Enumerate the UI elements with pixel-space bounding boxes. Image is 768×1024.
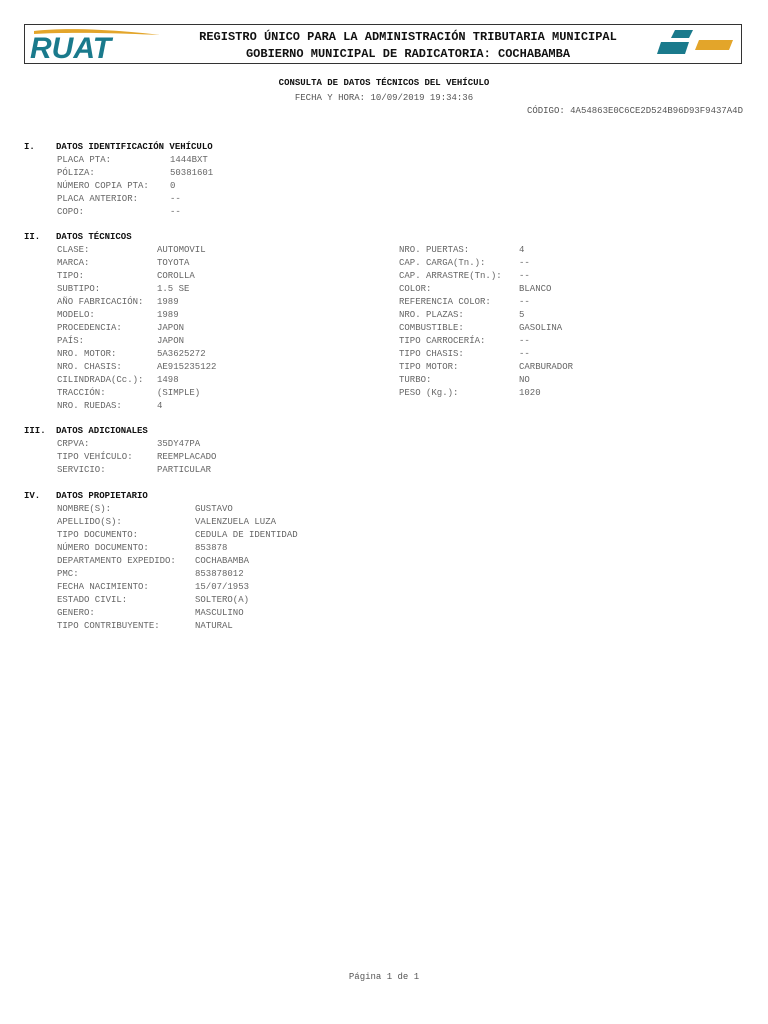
field-label: CRPVA:	[57, 439, 90, 449]
field-label: SERVICIO:	[57, 465, 106, 475]
field-value: GUSTAVO	[195, 504, 233, 514]
document-title: CONSULTA DE DATOS TÉCNICOS DEL VEHÍCULO	[278, 78, 490, 88]
field-value: --	[519, 336, 530, 346]
field-value: 35DY47PA	[157, 439, 201, 449]
field-label: PÓLIZA:	[57, 168, 95, 178]
field-label: NRO. PLAZAS:	[399, 310, 464, 320]
section-number: IV.	[24, 491, 41, 501]
field-value: 1444BXT	[170, 155, 208, 165]
field-value: --	[519, 297, 530, 307]
field-label: TIPO CONTRIBUYENTE:	[57, 621, 160, 631]
field-value: NO	[519, 375, 530, 385]
field-label: CAP. ARRASTRE(Tn.):	[399, 271, 502, 281]
field-label: CAP. CARGA(Tn.):	[399, 258, 486, 268]
section-number: III.	[24, 426, 46, 436]
field-value: (SIMPLE)	[157, 388, 201, 398]
field-label: TIPO DOCUMENTO:	[57, 530, 139, 540]
field-value: AUTOMOVIL	[157, 245, 206, 255]
field-label: TIPO:	[57, 271, 85, 281]
field-value: SOLTERO(A)	[195, 595, 250, 605]
field-value: MASCULINO	[195, 608, 244, 618]
field-value: 4	[157, 401, 163, 411]
ruat-logo-text: RUAT	[30, 32, 112, 61]
section-name: DATOS ADICIONALES	[56, 426, 148, 436]
field-value: 4	[519, 245, 525, 255]
field-label: PMC:	[57, 569, 79, 579]
field-value: JAPON	[157, 336, 185, 346]
section-name: DATOS TÉCNICOS	[56, 232, 132, 242]
field-value: --	[519, 271, 530, 281]
field-value: VALENZUELA LUZA	[195, 517, 277, 527]
field-value: GASOLINA	[519, 323, 563, 333]
field-label: NÚMERO COPIA PTA:	[57, 181, 149, 191]
field-value: 1498	[157, 375, 179, 385]
header-title-line2: GOBIERNO MUNICIPAL DE RADICATORIA: COCHABAMBA	[245, 47, 571, 61]
field-label: NOMBRE(S):	[57, 504, 112, 514]
field-value: --	[170, 207, 181, 217]
field-label: COPO:	[57, 207, 85, 217]
field-label: COMBUSTIBLE:	[399, 323, 464, 333]
field-value: 1989	[157, 297, 179, 307]
field-label: CLASE:	[57, 245, 90, 255]
field-label: COLOR:	[399, 284, 432, 294]
field-value: --	[519, 258, 530, 268]
field-label: DEPARTAMENTO EXPEDIDO:	[57, 556, 176, 566]
field-value: 853878	[195, 543, 228, 553]
field-label: PLACA PTA:	[57, 155, 112, 165]
field-value: --	[170, 194, 181, 204]
header-title-line1: REGISTRO ÚNICO PARA LA ADMINISTRACIÓN TRIBUTARIA MUNICIPAL	[199, 30, 617, 44]
field-label: NRO. PUERTAS:	[399, 245, 470, 255]
field-label: NRO. RUEDAS:	[57, 401, 122, 411]
field-value: 1.5 SE	[157, 284, 190, 294]
field-label: TURBO:	[399, 375, 432, 385]
field-value: BLANCO	[519, 284, 552, 294]
field-value: AE915235122	[157, 362, 217, 372]
field-label: NRO. MOTOR:	[57, 349, 117, 359]
field-value: 1020	[519, 388, 541, 398]
field-value: 15/07/1953	[195, 582, 250, 592]
field-value: --	[519, 349, 530, 359]
field-label: SUBTIPO:	[57, 284, 101, 294]
field-label: APELLIDO(S):	[57, 517, 122, 527]
field-label: AÑO FABRICACIÓN:	[57, 297, 144, 307]
field-value: NATURAL	[195, 621, 233, 631]
section-name: DATOS IDENTIFICACIÓN VEHÍCULO	[56, 142, 213, 152]
field-label: TIPO MOTOR:	[399, 362, 459, 372]
field-value: 50381601	[170, 168, 214, 178]
page-number: Página 1 de 1	[348, 972, 420, 982]
field-value: COCHABAMBA	[195, 556, 250, 566]
field-label: PESO (Kg.):	[399, 388, 459, 398]
ruat-mark-icon	[657, 30, 737, 58]
field-value: TOYOTA	[157, 258, 190, 268]
field-value: 5	[519, 310, 525, 320]
field-value: PARTICULAR	[157, 465, 212, 475]
ruat-logo	[28, 29, 162, 61]
field-label: ESTADO CIVIL:	[57, 595, 128, 605]
field-label: MODELO:	[57, 310, 95, 320]
field-label: FECHA NACIMIENTO:	[57, 582, 149, 592]
field-label: TIPO VEHÍCULO:	[57, 452, 133, 462]
field-value: REEMPLACADO	[157, 452, 217, 462]
field-label: TRACCIÓN:	[57, 388, 106, 398]
field-label: TIPO CARROCERÍA:	[399, 336, 486, 346]
field-label: NÚMERO DOCUMENTO:	[57, 543, 149, 553]
field-value: 5A3625272	[157, 349, 206, 359]
field-value: CEDULA DE IDENTIDAD	[195, 530, 298, 540]
field-value: 1989	[157, 310, 179, 320]
field-label: PAÍS:	[57, 336, 85, 346]
document-datetime: FECHA Y HORA: 10/09/2019 19:34:36	[294, 93, 474, 103]
section-number: I.	[24, 142, 35, 152]
field-label: PROCEDENCIA:	[57, 323, 122, 333]
field-label: PLACA ANTERIOR:	[57, 194, 139, 204]
section-number: II.	[24, 232, 41, 242]
field-label: MARCA:	[57, 258, 90, 268]
header-banner	[24, 24, 742, 64]
field-label: GENERO:	[57, 608, 95, 618]
section-name: DATOS PROPIETARIO	[56, 491, 148, 501]
field-label: TIPO CHASIS:	[399, 349, 464, 359]
field-label: REFERENCIA COLOR:	[399, 297, 491, 307]
field-label: CILINDRADA(Cc.):	[57, 375, 144, 385]
document-code: CÓDIGO: 4A54863E0C6CE2D524B96D93F9437A4D	[526, 106, 743, 116]
field-value: 853878012	[195, 569, 244, 579]
field-value: COROLLA	[157, 271, 195, 281]
field-value: JAPON	[157, 323, 185, 333]
field-value: CARBURADOR	[519, 362, 574, 372]
field-label: NRO. CHASIS:	[57, 362, 122, 372]
field-value: 0	[170, 181, 176, 191]
